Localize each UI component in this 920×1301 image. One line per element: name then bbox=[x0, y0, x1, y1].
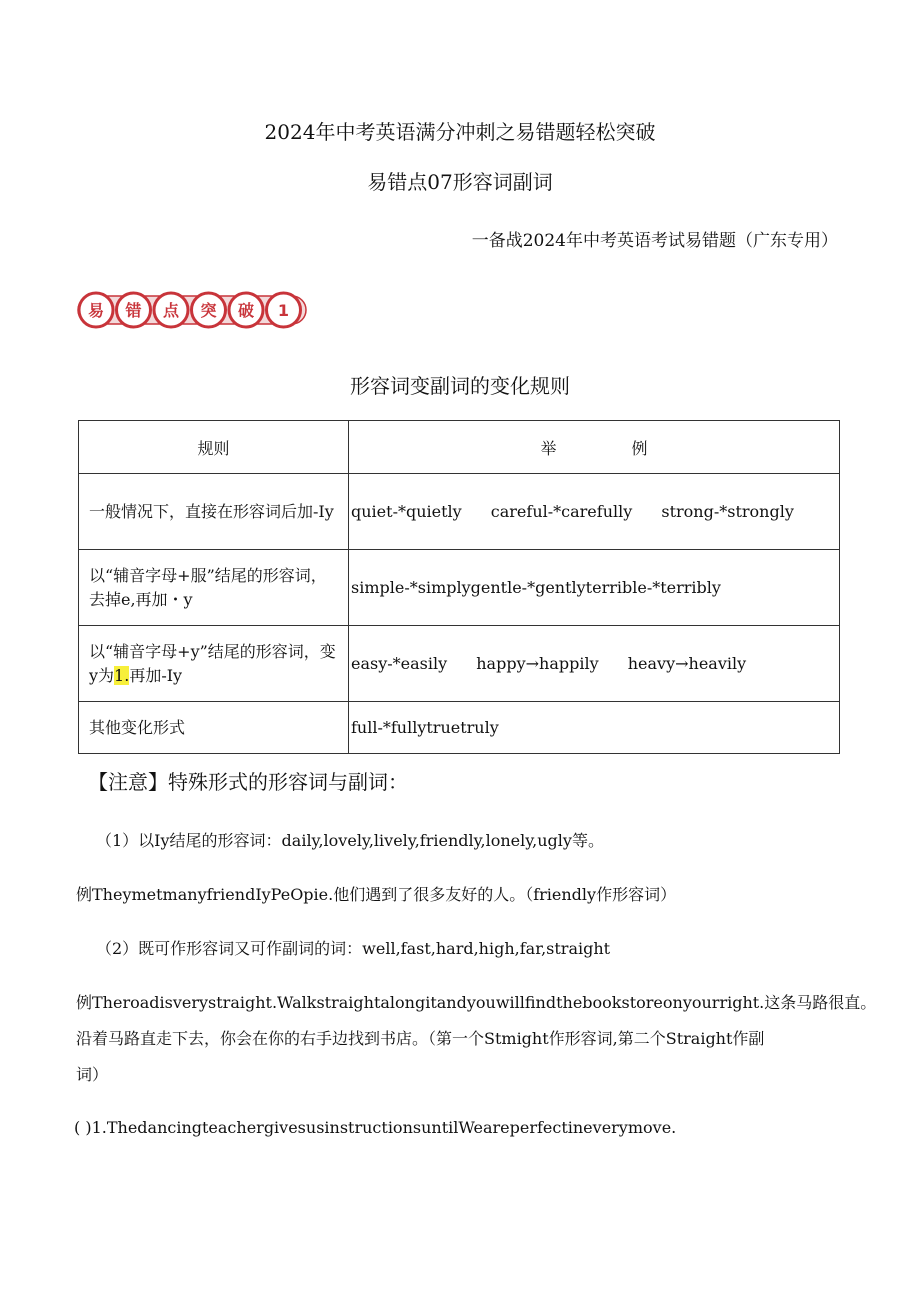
header-example-char2: 例 bbox=[631, 438, 648, 458]
table-title: 形容词变副词的变化规则 bbox=[350, 374, 570, 398]
banner-badge-label: 错 bbox=[125, 301, 142, 320]
rule-text: 以“辅音字母+y”结尾的形容词，变y为 bbox=[89, 641, 336, 685]
error-point-banner bbox=[74, 286, 310, 334]
example-item: full-*fullytruetruly bbox=[351, 718, 499, 737]
example-cell bbox=[349, 626, 840, 702]
question-1: ( )1.ThedancingteachergivesusinstructionsuntilWeareperfectineverymove. bbox=[74, 1118, 677, 1137]
highlighted-text: 1. bbox=[114, 665, 130, 685]
note-line: 例Theroadisverystraight.Walkstraightalongitandyouwillfindthebookstoreonyourright.这条马路很直。 bbox=[76, 993, 877, 1012]
note-line: 例TheymetmanyfriendIyPeOpie.他们遇到了很多友好的人。（friendly作形容词） bbox=[76, 885, 677, 904]
banner-graphic bbox=[74, 286, 310, 334]
example-item: careful-*carefully bbox=[490, 502, 633, 521]
rule-cell: 以“辅音字母+服”结尾的形容词，去掉e,再加・y bbox=[79, 550, 349, 626]
banner-badge-label: 易 bbox=[87, 301, 105, 320]
header-rule: 规则 bbox=[79, 421, 349, 474]
example-item: strong-*strongly bbox=[661, 502, 794, 521]
example-cell bbox=[349, 550, 840, 626]
example-item: heavy→heavily bbox=[627, 654, 747, 673]
document-title: 2024年中考英语满分冲刺之易错题轻松突破 bbox=[264, 120, 656, 144]
banner-badge-label: 破 bbox=[237, 301, 255, 320]
example-item: easy-*easily bbox=[351, 654, 448, 673]
example-cell bbox=[349, 702, 840, 754]
header-example-char1: 举 bbox=[540, 438, 557, 458]
rule-cell: 其他变化形式 bbox=[79, 702, 349, 754]
note-line: 沿着马路直走下去，你会在你的右手边找到书店。（第一个Stmight作形容词,第二个Straight作副 bbox=[76, 1029, 765, 1048]
rule-cell bbox=[79, 626, 349, 702]
example-item: simple-*simplygentle-*gentlyterrible-*terribly bbox=[351, 578, 721, 597]
example-item: quiet-*quietly bbox=[351, 502, 462, 521]
banner-badge-label: 1 bbox=[277, 301, 290, 320]
example-item: happy→happily bbox=[476, 654, 599, 673]
note-line: （1）以Iy结尾的形容词：daily,lovely,lively,friendly,lonely,ugly等。 bbox=[96, 831, 604, 850]
document-subtitle: 易错点07形容词副词 bbox=[367, 170, 553, 194]
note-title: 【注意】特殊形式的形容词与副词： bbox=[88, 770, 408, 794]
banner-badge-label: 突 bbox=[200, 301, 217, 320]
note-line: 词） bbox=[76, 1065, 109, 1084]
banner-badge-label: 点 bbox=[162, 301, 180, 320]
note-line: （2）既可作形容词又可作副词的词：well,fast,hard,high,far,straight bbox=[96, 939, 611, 958]
rule-text: 再加-Iy bbox=[129, 665, 183, 685]
table-row bbox=[79, 474, 840, 550]
table-row bbox=[79, 702, 840, 754]
rule-cell: 一般情况下，直接在形容词后加-Iy bbox=[79, 474, 349, 550]
header-example bbox=[349, 421, 840, 474]
table-row bbox=[79, 550, 840, 626]
rules-table bbox=[78, 420, 840, 754]
example-cell bbox=[349, 474, 840, 550]
table-header-row bbox=[79, 421, 840, 474]
table-row bbox=[79, 626, 840, 702]
document-source: 一备战2024年中考英语考试易错题（广东专用） bbox=[471, 231, 838, 251]
